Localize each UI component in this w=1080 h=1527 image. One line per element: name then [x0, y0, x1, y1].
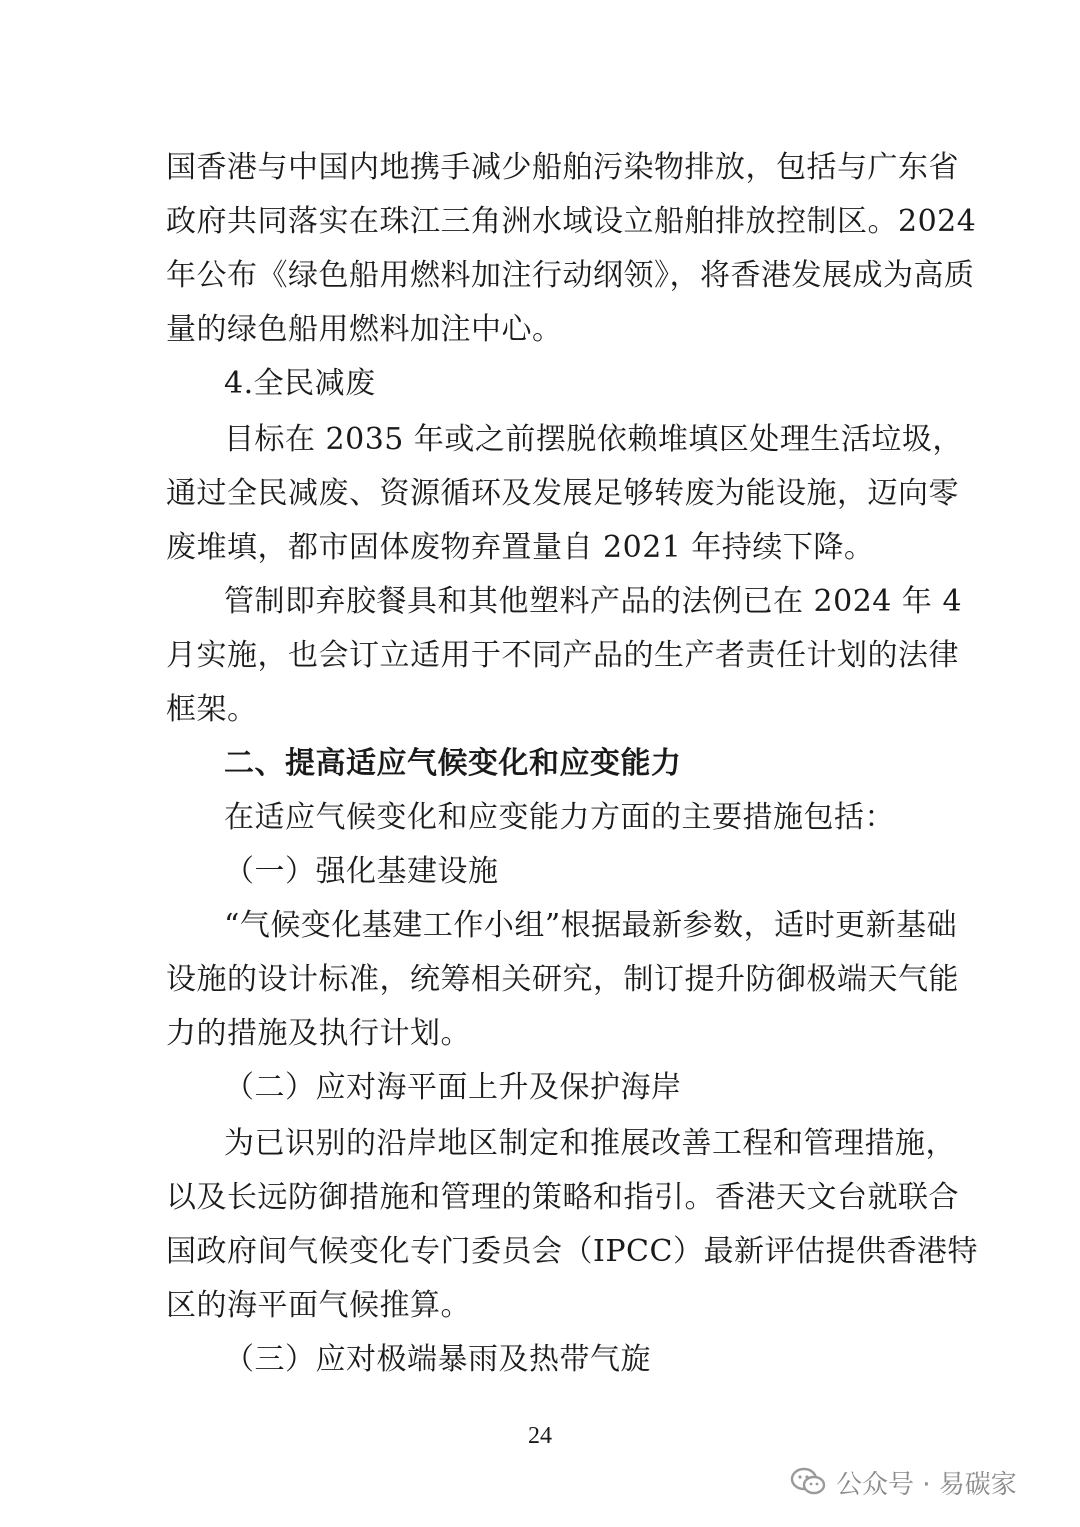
paragraph-line: 以及长远防御措施和管理的策略和指引。香港天文台就联合 [166, 1180, 959, 1215]
subsection-heading: （三）应对极端暴雨及热带气旋 [224, 1342, 651, 1377]
chapter-heading: 二、提高适应气候变化和应变能力 [224, 746, 682, 781]
paragraph-line: 目标在 2035 年或之前摆脱依赖堆填区处理生活垃圾， [224, 422, 963, 457]
watermark [790, 1462, 1017, 1502]
paragraph-line: 月实施，也会订立适用于不同产品的生产者责任计划的法律 [166, 638, 959, 673]
paragraph-line: “气候变化基建工作小组”根据最新参数，适时更新基础 [224, 908, 958, 943]
section-heading: 4.全民减废 [224, 366, 376, 401]
subsection-heading: （一）强化基建设施 [224, 854, 499, 889]
paragraph-line: 管制即弃胶餐具和其他塑料产品的法例已在 2024 年 4 [224, 584, 963, 619]
paragraph-line: 国香港与中国内地携手减少船舶污染物排放，包括与广东省 [166, 150, 959, 185]
paragraph-line: 国政府间气候变化专门委员会（IPCC）最新评估提供香港特 [166, 1234, 978, 1269]
paragraph-line: 废堆填，都市固体废物弃置量自 2021 年持续下降。 [166, 530, 875, 565]
paragraph-line: 区的海平面气候推算。 [166, 1288, 471, 1323]
paragraph-line: 设施的设计标准，统筹相关研究，制订提升防御极端天气能 [166, 962, 959, 997]
paragraph-line: 框架。 [166, 692, 258, 727]
watermark-label: 公众号 · 易碳家 [836, 1469, 1017, 1500]
paragraph-line: 政府共同落实在珠江三角洲水域设立船舶排放控制区。2024 [166, 204, 977, 239]
paragraph-line: 力的措施及执行计划。 [166, 1016, 471, 1051]
paragraph-line: 通过全民减废、资源循环及发展足够转废为能设施，迈向零 [166, 476, 959, 511]
paragraph-line: 为已识别的沿岸地区制定和推展改善工程和管理措施， [224, 1126, 956, 1161]
paragraph-line: 在适应气候变化和应变能力方面的主要措施包括： [224, 800, 895, 835]
wechat-official-account-icon [790, 1467, 826, 1497]
paragraph-line: 量的绿色船用燃料加注中心。 [166, 312, 563, 347]
subsection-heading: （二）应对海平面上升及保护海岸 [224, 1070, 682, 1105]
page-number: 24 [528, 1423, 552, 1449]
paragraph-line: 年公布《绿色船用燃料加注行动纲领》，将香港发展成为高质 [166, 258, 975, 293]
